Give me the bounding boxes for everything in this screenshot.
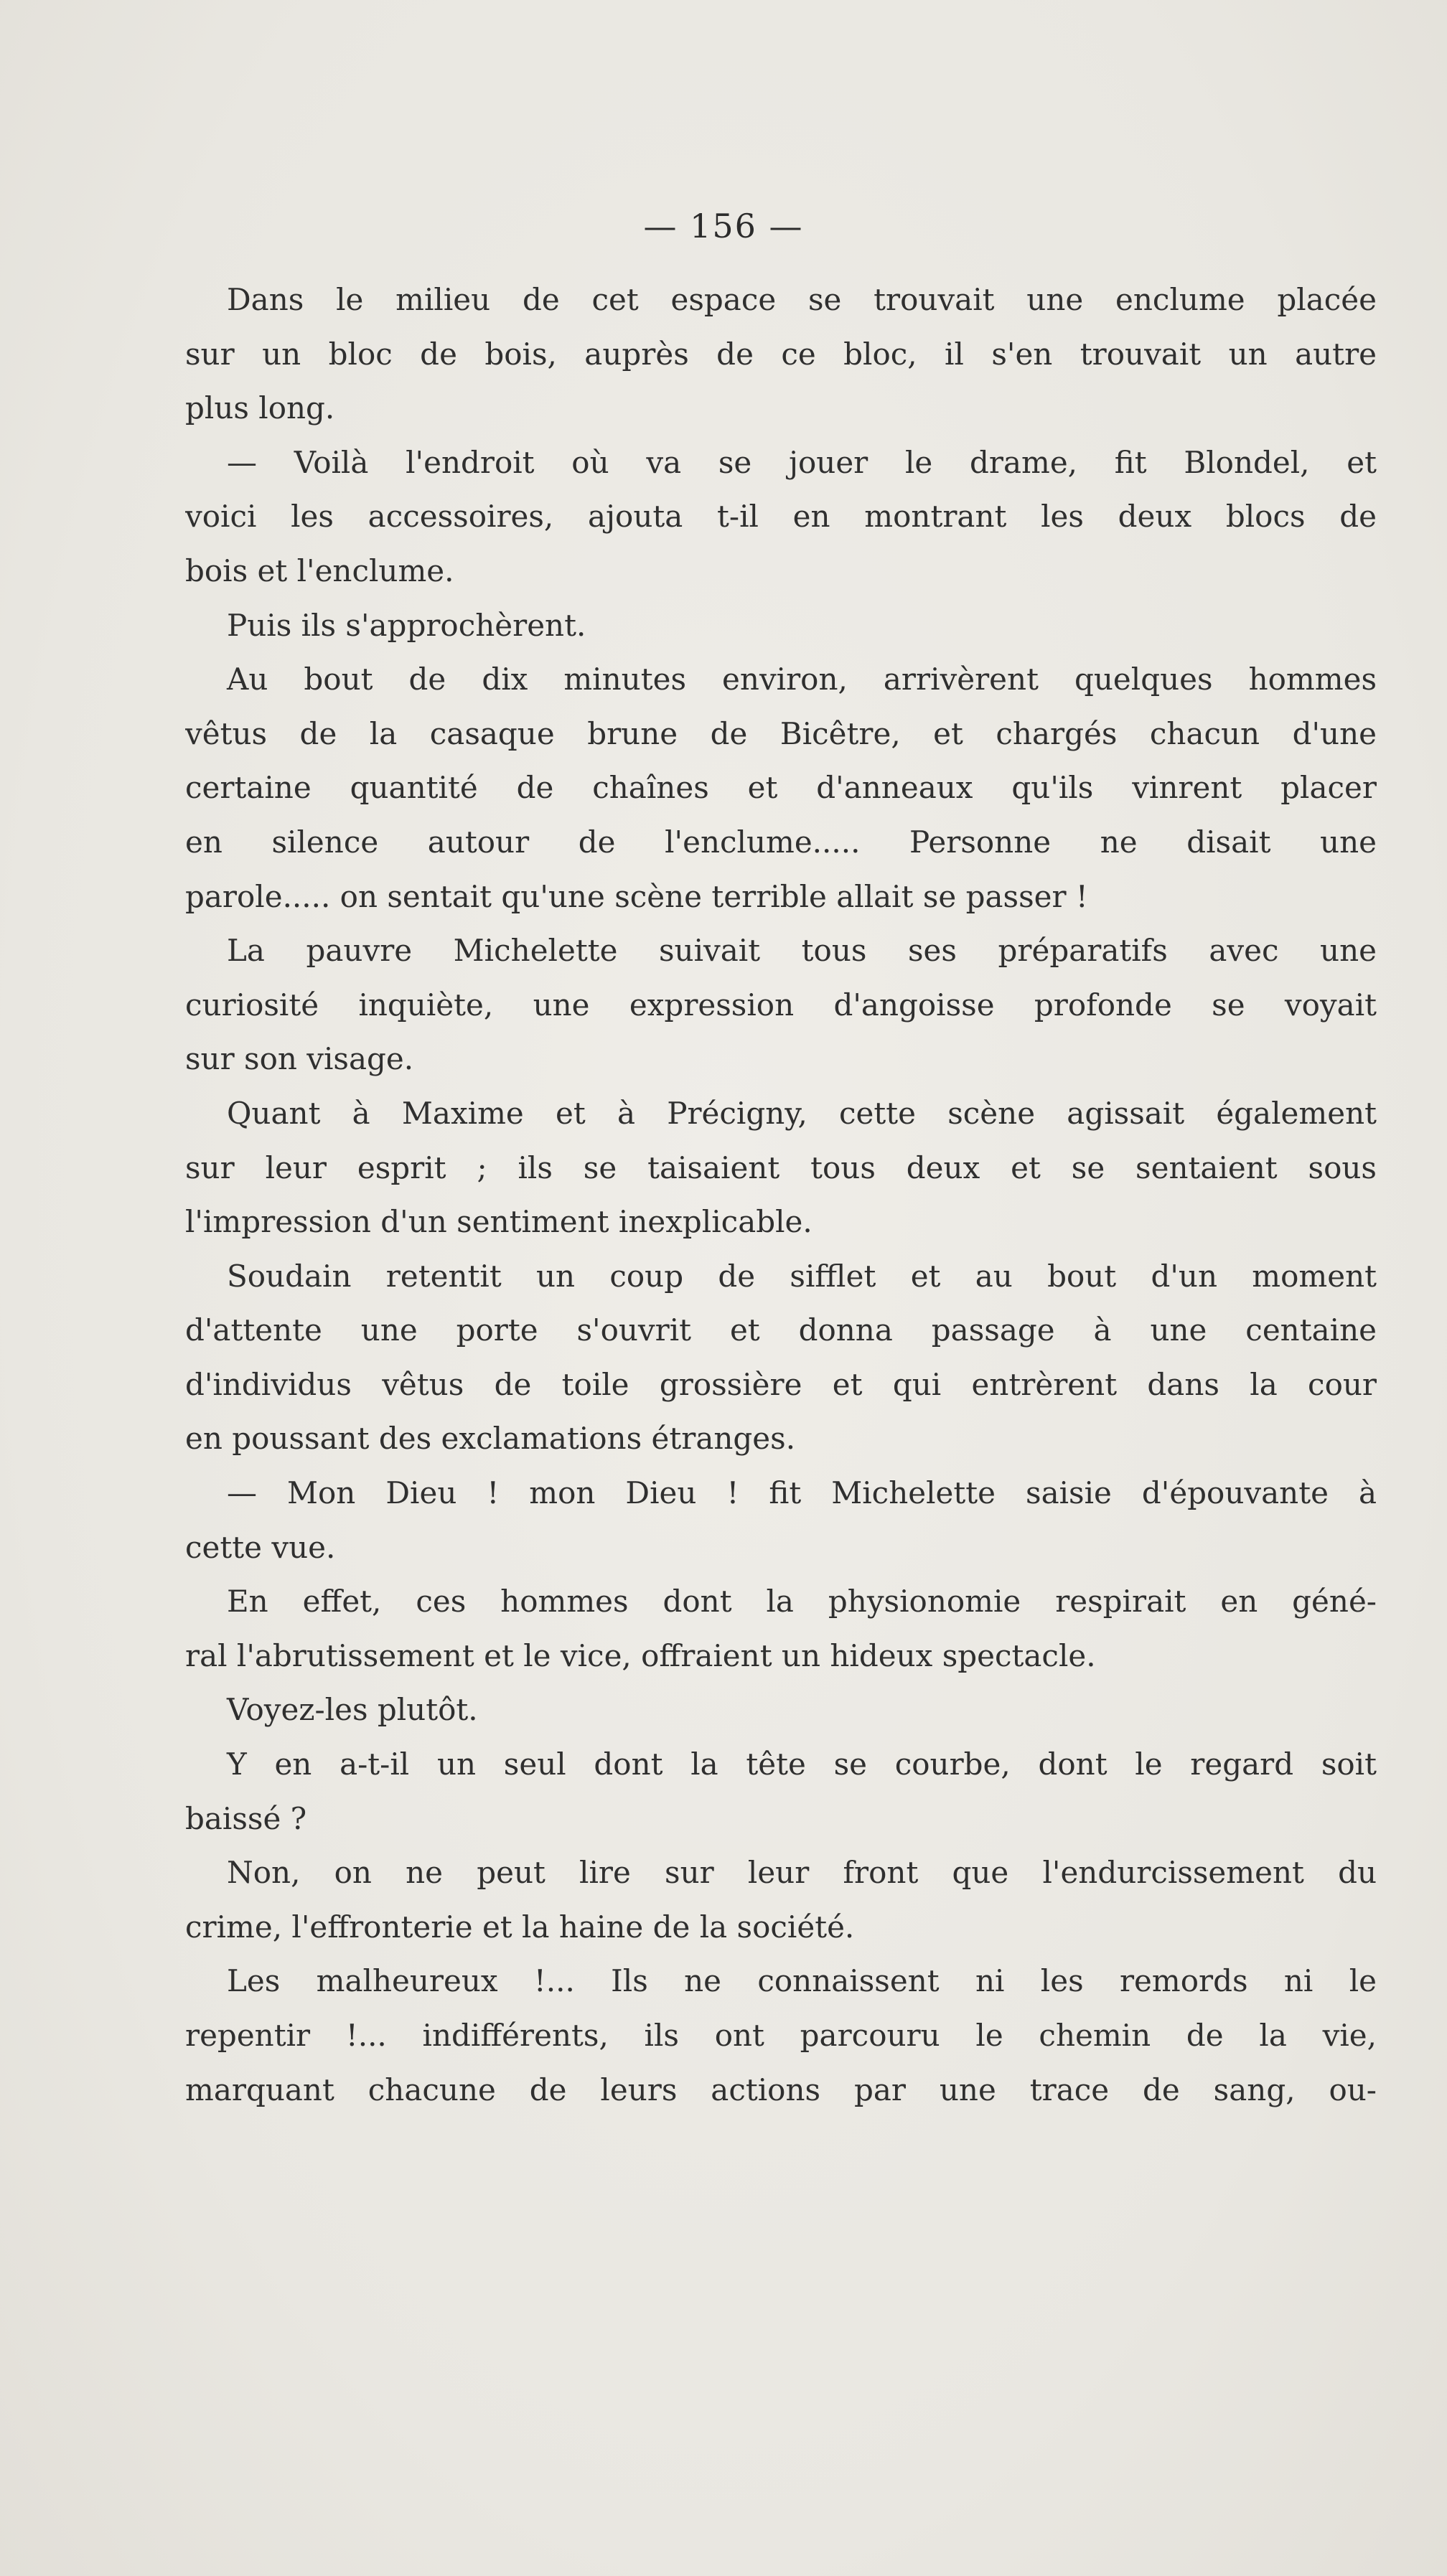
text-line: curiosité inquiète, une expression d'angoisse profonde se voyait — [185, 987, 1377, 1023]
text-line: baissé ? — [185, 1800, 307, 1836]
text-line: sur leur esprit ; ils se taisaient tous deux et se sentaient sous — [185, 1150, 1377, 1185]
text-line: marquant chacune de leurs actions par une trace de sang, ou- — [185, 2072, 1377, 2107]
text-line: parole..... on sentait qu'une scène terrible allait se passer ! — [185, 878, 1088, 914]
text-line: d'attente une porte s'ouvrit et donna passage à une centaine — [185, 1312, 1377, 1348]
text-line: Les malheureux !... Ils ne connaissent ni les remords ni le — [227, 1963, 1377, 1999]
text-line: repentir !... indifférents, ils ont parcouru le chemin de la vie, — [185, 2018, 1377, 2053]
page-number: — 156 — — [643, 207, 804, 245]
text-line: l'impression d'un sentiment inexplicable. — [185, 1204, 813, 1240]
text-line: ral l'abrutissement et le vice, offraient un hideux spectacle. — [185, 1637, 1096, 1673]
text-line: La pauvre Michelette suivait tous ses préparatifs avec une — [227, 933, 1377, 969]
text-line: crime, l'effronterie et la haine de la société. — [185, 1909, 855, 1945]
text-line: vêtus de la casaque brune de Bicêtre, et chargés chacun d'une — [185, 715, 1377, 751]
text-line: en poussant des exclamations étranges. — [185, 1421, 796, 1457]
text-line: en silence autour de l'enclume..... Personne ne disait une — [185, 824, 1377, 860]
text-line: certaine quantité de chaînes et d'anneaux qu'ils vinrent placer — [185, 770, 1377, 806]
text-line: plus long. — [185, 390, 335, 426]
text-line: voici les accessoires, ajouta t-il en montrant les deux blocs de — [185, 499, 1377, 535]
text-line: Au bout de dix minutes environ, arrivèrent quelques hommes — [227, 662, 1377, 697]
text-line: sur un bloc de bois, auprès de ce bloc, il s'en trouvait un autre — [185, 336, 1377, 372]
text-line: Non, on ne peut lire sur leur front que l'endurcissement du — [227, 1855, 1377, 1891]
text-line: bois et l'enclume. — [185, 553, 454, 588]
text-line: sur son visage. — [185, 1041, 414, 1077]
text-line: d'individus vêtus de toile grossière et qui entrèrent dans la cour — [185, 1366, 1377, 1402]
text-line: — Voilà l'endroit où va se jouer le drame, fit Blondel, et — [227, 444, 1377, 480]
text-line: Quant à Maxime et à Précigny, cette scène agissait également — [227, 1095, 1377, 1131]
text-line: Voyez-les plutôt. — [227, 1692, 478, 1728]
text-line: Puis ils s'approchèrent. — [227, 607, 586, 643]
text-line: — Mon Dieu ! mon Dieu ! fit Michelette saisie d'épouvante à — [227, 1475, 1377, 1511]
text-line: Dans le milieu de cet espace se trouvait une enclume placée — [227, 282, 1377, 317]
body-text — [185, 273, 1377, 2117]
text-line: En effet, ces hommes dont la physionomie respirait en géné- — [227, 1584, 1377, 1620]
text-line: cette vue. — [185, 1529, 336, 1565]
text-line: Soudain retentit un coup de sifflet et au bout d'un moment — [227, 1258, 1377, 1294]
text-line: Y en a-t-il un seul dont la tête se courbe, dont le regard soit — [227, 1747, 1377, 1782]
